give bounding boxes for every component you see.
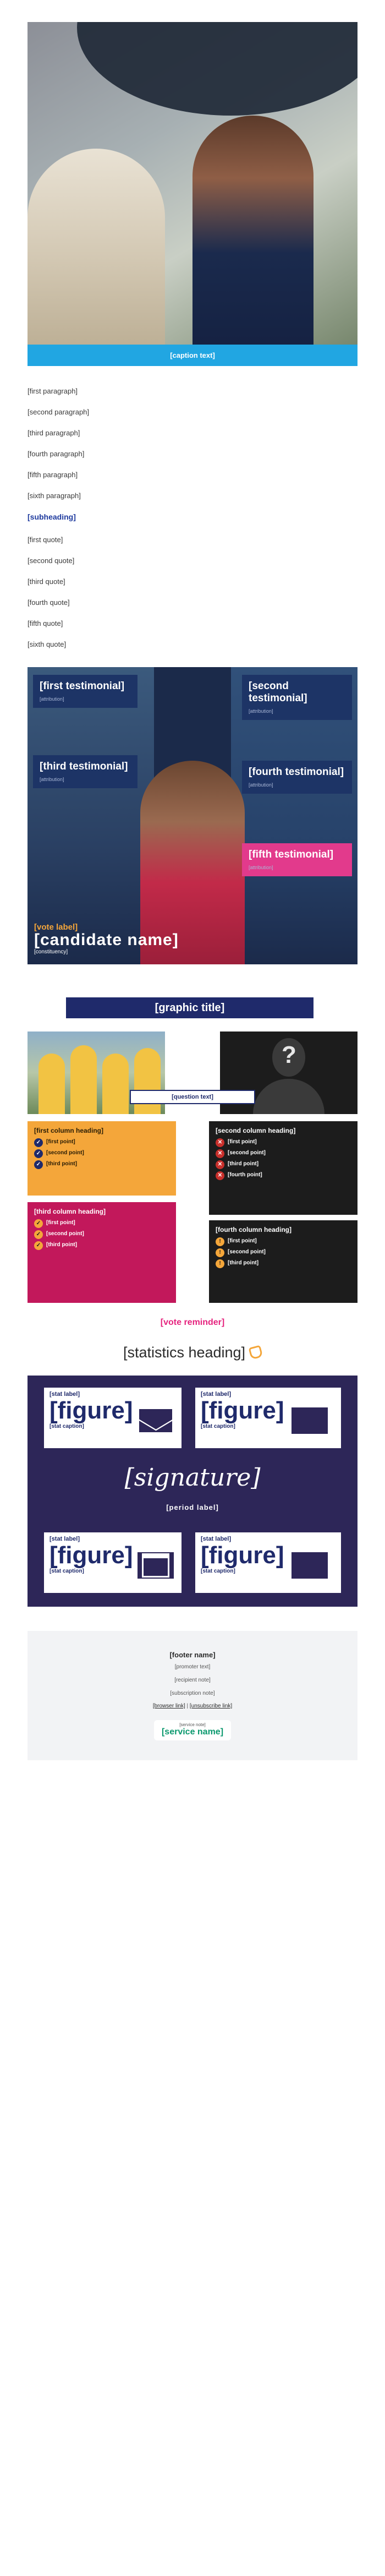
stat-card xyxy=(195,1532,341,1593)
vote-else-item: ✕ [third point] xyxy=(216,1160,351,1167)
testimonial-text: [second testimonial] xyxy=(249,680,307,704)
check-icon: ✓ xyxy=(34,1138,43,1147)
testimonial-box xyxy=(242,675,352,720)
reform-item: ! [third point] xyxy=(216,1259,351,1267)
testimonial-author: [attribution] xyxy=(40,696,64,702)
footer-links: [browser link] | [unsubscribe link] xyxy=(152,1703,233,1709)
check-icon: ✓ xyxy=(34,1230,43,1239)
vote-banner: [vote reminder] xyxy=(160,1318,225,1327)
envelope-icon xyxy=(138,1407,174,1434)
cross-icon: ✕ xyxy=(216,1171,224,1180)
cross-icon: ✕ xyxy=(216,1160,224,1169)
vote-else-box xyxy=(209,1121,358,1215)
stat-caption: [stat caption] xyxy=(50,1568,84,1574)
stat-value: [figure] xyxy=(201,1397,284,1424)
stat-caption: [stat caption] xyxy=(201,1568,235,1574)
stat-caption: [stat caption] xyxy=(50,1423,84,1429)
check-icon: ✓ xyxy=(34,1241,43,1250)
intro-paragraph: [third paragraph] xyxy=(28,429,80,437)
check-icon: ✓ xyxy=(34,1160,43,1169)
vote-else-item: ✕ [first point] xyxy=(216,1138,351,1145)
vote-for-item: ✓ [third point] xyxy=(34,1160,169,1167)
supporter-figure xyxy=(102,1054,129,1114)
check-icon: ✓ xyxy=(34,1149,43,1158)
stat-value: [figure] xyxy=(50,1542,133,1569)
stat-label: [stat label] xyxy=(50,1391,80,1398)
check-icon: ✓ xyxy=(34,1219,43,1228)
question-mark-icon: ? xyxy=(282,1041,296,1068)
chat-icon xyxy=(292,1552,328,1579)
testimonial-author: [attribution] xyxy=(249,782,273,788)
intro-paragraph: [second paragraph] xyxy=(28,408,90,416)
intro-paragraph: [fifth paragraph] xyxy=(28,471,78,479)
residents-heading: [subheading] xyxy=(28,512,76,521)
reform-heading: [fourth column heading] xyxy=(216,1226,292,1234)
email-footer xyxy=(28,1631,358,1760)
badge-service-logo: [service name] xyxy=(161,1727,224,1737)
stat-caption: [stat caption] xyxy=(201,1423,235,1429)
resident-quote: [sixth quote] xyxy=(28,640,67,648)
plan-item: ✓ [second point] xyxy=(34,1230,169,1237)
view-in-browser-link[interactable]: [browser link] xyxy=(152,1703,185,1709)
hero-image xyxy=(28,22,358,366)
candidate-brand xyxy=(34,923,179,956)
resident-quote: [fifth quote] xyxy=(28,619,63,627)
cross-icon: ✕ xyxy=(216,1138,224,1147)
plan-box xyxy=(28,1202,176,1303)
resident-quotes xyxy=(28,534,358,650)
stats-panel xyxy=(28,1376,358,1607)
reform-item: ! [first point] xyxy=(216,1237,351,1245)
candidate-photo xyxy=(193,116,314,366)
local-vote-title: [graphic title] xyxy=(66,997,314,1018)
stats-period: [period label] xyxy=(166,1503,219,1511)
vote-else-item: ✕ [second point] xyxy=(216,1149,351,1156)
hero-caption: [caption text] xyxy=(28,345,358,366)
umbrella-graphic xyxy=(77,22,358,116)
testimonial-author: [attribution] xyxy=(40,777,64,782)
testimonial-collage xyxy=(28,667,358,964)
warning-icon: ! xyxy=(216,1248,224,1257)
resident-quote: [first quote] xyxy=(28,536,63,544)
brand-candidate-name: [candidate name] xyxy=(34,931,179,949)
unsubscribe-link[interactable]: [unsubscribe link] xyxy=(189,1703,233,1709)
plan-item: ✓ [first point] xyxy=(34,1219,169,1226)
plan-item: ✓ [third point] xyxy=(34,1241,169,1248)
intro-paragraph: [sixth paragraph] xyxy=(28,492,81,500)
warning-icon: ! xyxy=(216,1237,224,1246)
stat-label: [stat label] xyxy=(50,1536,80,1542)
vote-for-heading: [first column heading] xyxy=(34,1127,103,1134)
footer-promoted: [promoter text] xyxy=(174,1664,211,1670)
footer-recipient-note: [recipient note] xyxy=(174,1677,211,1683)
resident-photo xyxy=(28,149,165,366)
vote-for-item: ✓ [first point] xyxy=(34,1138,169,1145)
stat-card xyxy=(44,1388,182,1448)
brand-constituency: [constituency] xyxy=(34,949,68,955)
vote-for-item: ✓ [second point] xyxy=(34,1149,169,1156)
reform-item: ! [second point] xyxy=(216,1248,351,1256)
supporter-figure xyxy=(70,1045,97,1114)
testimonial-text: [first testimonial] xyxy=(40,680,125,692)
stat-card xyxy=(195,1388,341,1448)
testimonial-box xyxy=(33,755,138,788)
stat-value: [figure] xyxy=(50,1397,133,1424)
resident-quote: [second quote] xyxy=(28,556,75,565)
signature: [signature] xyxy=(124,1464,261,1492)
warning-icon: ! xyxy=(216,1259,224,1268)
intro-paragraph: [first paragraph] xyxy=(28,387,78,395)
email-service-badge[interactable] xyxy=(154,1720,231,1740)
silhouette-body xyxy=(253,1079,324,1114)
stat-card xyxy=(44,1532,182,1593)
supporter-figure xyxy=(38,1054,65,1114)
testimonial-text: [fourth testimonial] xyxy=(249,766,344,778)
resident-quote: [third quote] xyxy=(28,577,65,586)
reform-box xyxy=(209,1220,358,1303)
intro-paragraph: [fourth paragraph] xyxy=(28,450,85,458)
footer-subscription-note: [subscription note] xyxy=(170,1690,215,1696)
stat-label: [stat label] xyxy=(201,1391,232,1398)
collage-photo-left xyxy=(28,667,154,964)
testimonial-author: [attribution] xyxy=(249,865,273,870)
plan-heading: [third column heading] xyxy=(34,1208,106,1215)
testimonial-text: [fifth testimonial] xyxy=(249,849,334,860)
intro-text xyxy=(28,386,358,501)
vote-else-heading: [second column heading] xyxy=(216,1127,296,1134)
vote-else-item: ✕ [fourth point] xyxy=(216,1171,351,1178)
pointing-hand-icon xyxy=(249,1345,263,1360)
badge-sent-with: [service note] xyxy=(179,1722,206,1727)
supporter-figure xyxy=(134,1048,161,1114)
choice-question: [question text] xyxy=(130,1090,255,1104)
resident-quote: [fourth quote] xyxy=(28,598,70,607)
vote-for-box xyxy=(28,1121,176,1196)
building-icon xyxy=(292,1407,328,1434)
testimonial-text: [third testimonial] xyxy=(40,761,128,772)
calendar-icon xyxy=(138,1552,174,1579)
testimonial-box xyxy=(242,761,352,794)
local-vote-graphic xyxy=(28,997,358,1306)
stats-heading xyxy=(0,1344,385,1361)
testimonial-author: [attribution] xyxy=(249,708,273,714)
stat-label: [stat label] xyxy=(201,1536,232,1542)
cross-icon: ✕ xyxy=(216,1149,224,1158)
stat-value: [figure] xyxy=(201,1542,284,1569)
testimonial-box xyxy=(33,675,138,708)
testimonial-box xyxy=(242,843,352,876)
footer-name: [footer name] xyxy=(169,1651,216,1659)
brand-vote-label: [vote label] xyxy=(34,923,78,932)
stats-heading-text: [statistics heading] xyxy=(123,1344,246,1361)
